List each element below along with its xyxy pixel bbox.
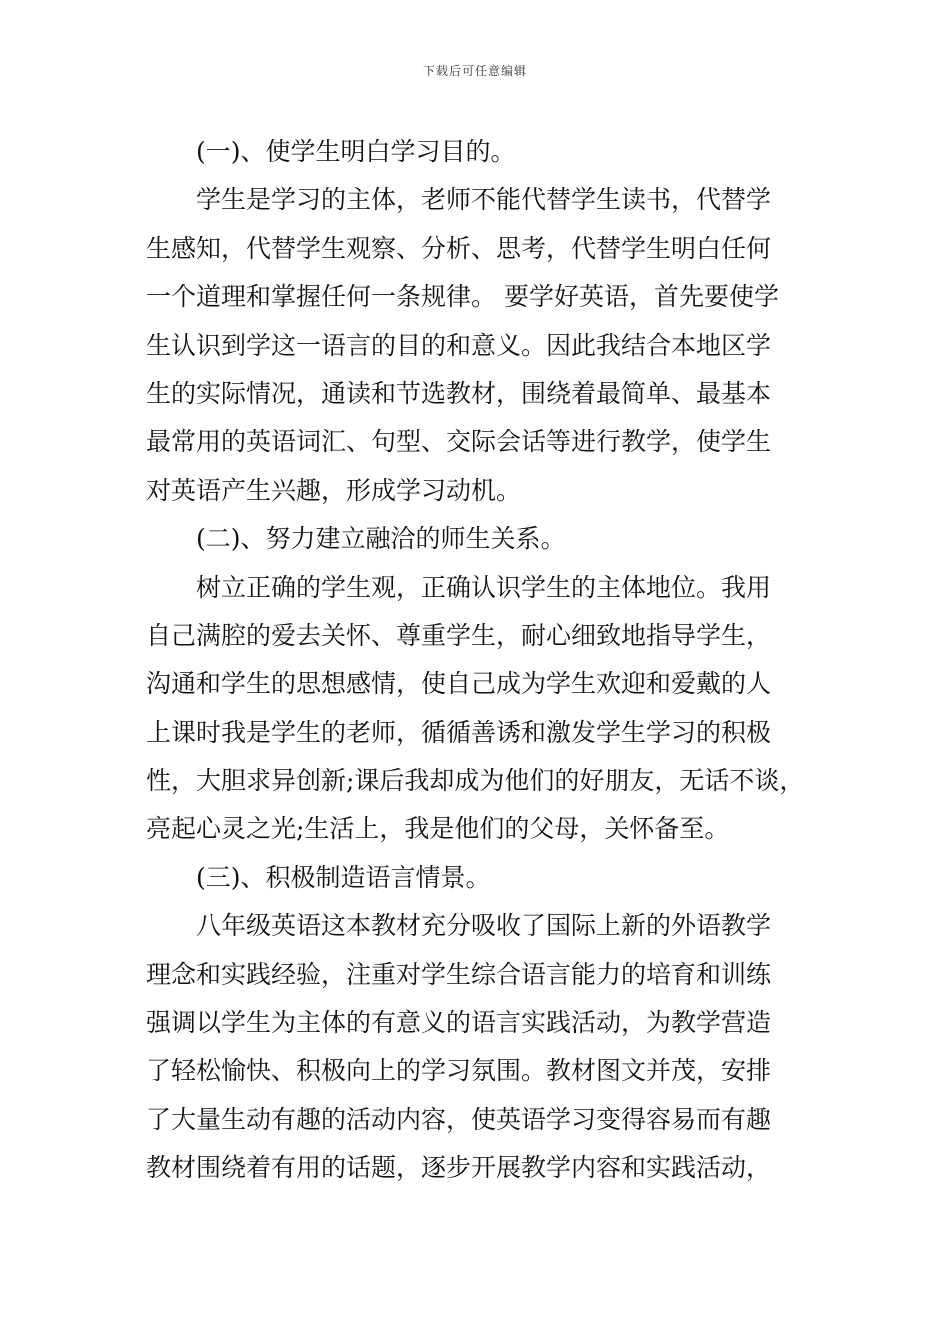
- paragraph-line: 教材围绕着有用的话题，逐步开展教学内容和实践活动，: [146, 1153, 772, 1183]
- paragraph-line: 上课时我是学生的老师，循循善诱和激发学生学习的积极: [146, 717, 772, 747]
- page-header: 下载后可任意编辑: [422, 64, 527, 78]
- heading-line-1: (一)、使学生明白学习目的。: [196, 137, 516, 166]
- paragraph-line: 生的实际情况，通读和节选教材，围绕着最简单、最基本: [146, 378, 772, 408]
- paragraph-line: 性，大胆求异创新;课后我却成为他们的好朋友，无话不谈，: [146, 766, 805, 796]
- paragraph-line: 了轻松愉快、积极向上的学习氛围。教材图文并茂，安排: [146, 1056, 772, 1086]
- heading-line-2: (二)、努力建立融洽的师生关系。: [196, 524, 566, 554]
- paragraph-line: 生认识到学这一语言的目的和意义。因此我结合本地区学: [146, 330, 772, 360]
- paragraph-line: 最常用的英语词汇、句型、交际会话等进行教学，使学生: [146, 427, 772, 457]
- paragraph-line: 学生是学习的主体，老师不能代替学生读书，代替学: [196, 185, 772, 215]
- paragraph-line: 沟通和学生的思想感情，使自己成为学生欢迎和爱戴的人: [146, 669, 772, 699]
- paragraph-line: 八年级英语这本教材充分吸收了国际上新的外语教学: [196, 911, 772, 941]
- paragraph-line: 一个道理和掌握任何一条规律。 要学好英语，首先要使学: [146, 282, 779, 312]
- paragraph-line: 自己满腔的爱去关怀、尊重学生，耐心细致地指导学生，: [146, 620, 772, 650]
- paragraph-line: 理念和实践经验，注重对学生综合语言能力的培育和训练: [146, 959, 772, 989]
- document-body: [146, 128, 808, 1193]
- paragraph-line: 对英语产生兴趣，形成学习动机。: [146, 475, 522, 505]
- heading-line-3: (三)、积极制造语言情景。: [196, 862, 491, 892]
- paragraph-line: 强调以学生为主体的有意义的语言实践活动，为教学营造: [146, 1008, 772, 1038]
- paragraph-line: 树立正确的学生观，正确认识学生的主体地位。我用: [196, 572, 772, 602]
- paragraph-line: 生感知，代替学生观察、分析、思考，代替学生明白任何: [146, 233, 772, 263]
- paragraph-line: 亮起心灵之光;生活上，我是他们的父母，关怀备至。: [146, 814, 730, 844]
- paragraph-line: 了大量生动有趣的活动内容，使英语学习变得容易而有趣: [146, 1104, 772, 1134]
